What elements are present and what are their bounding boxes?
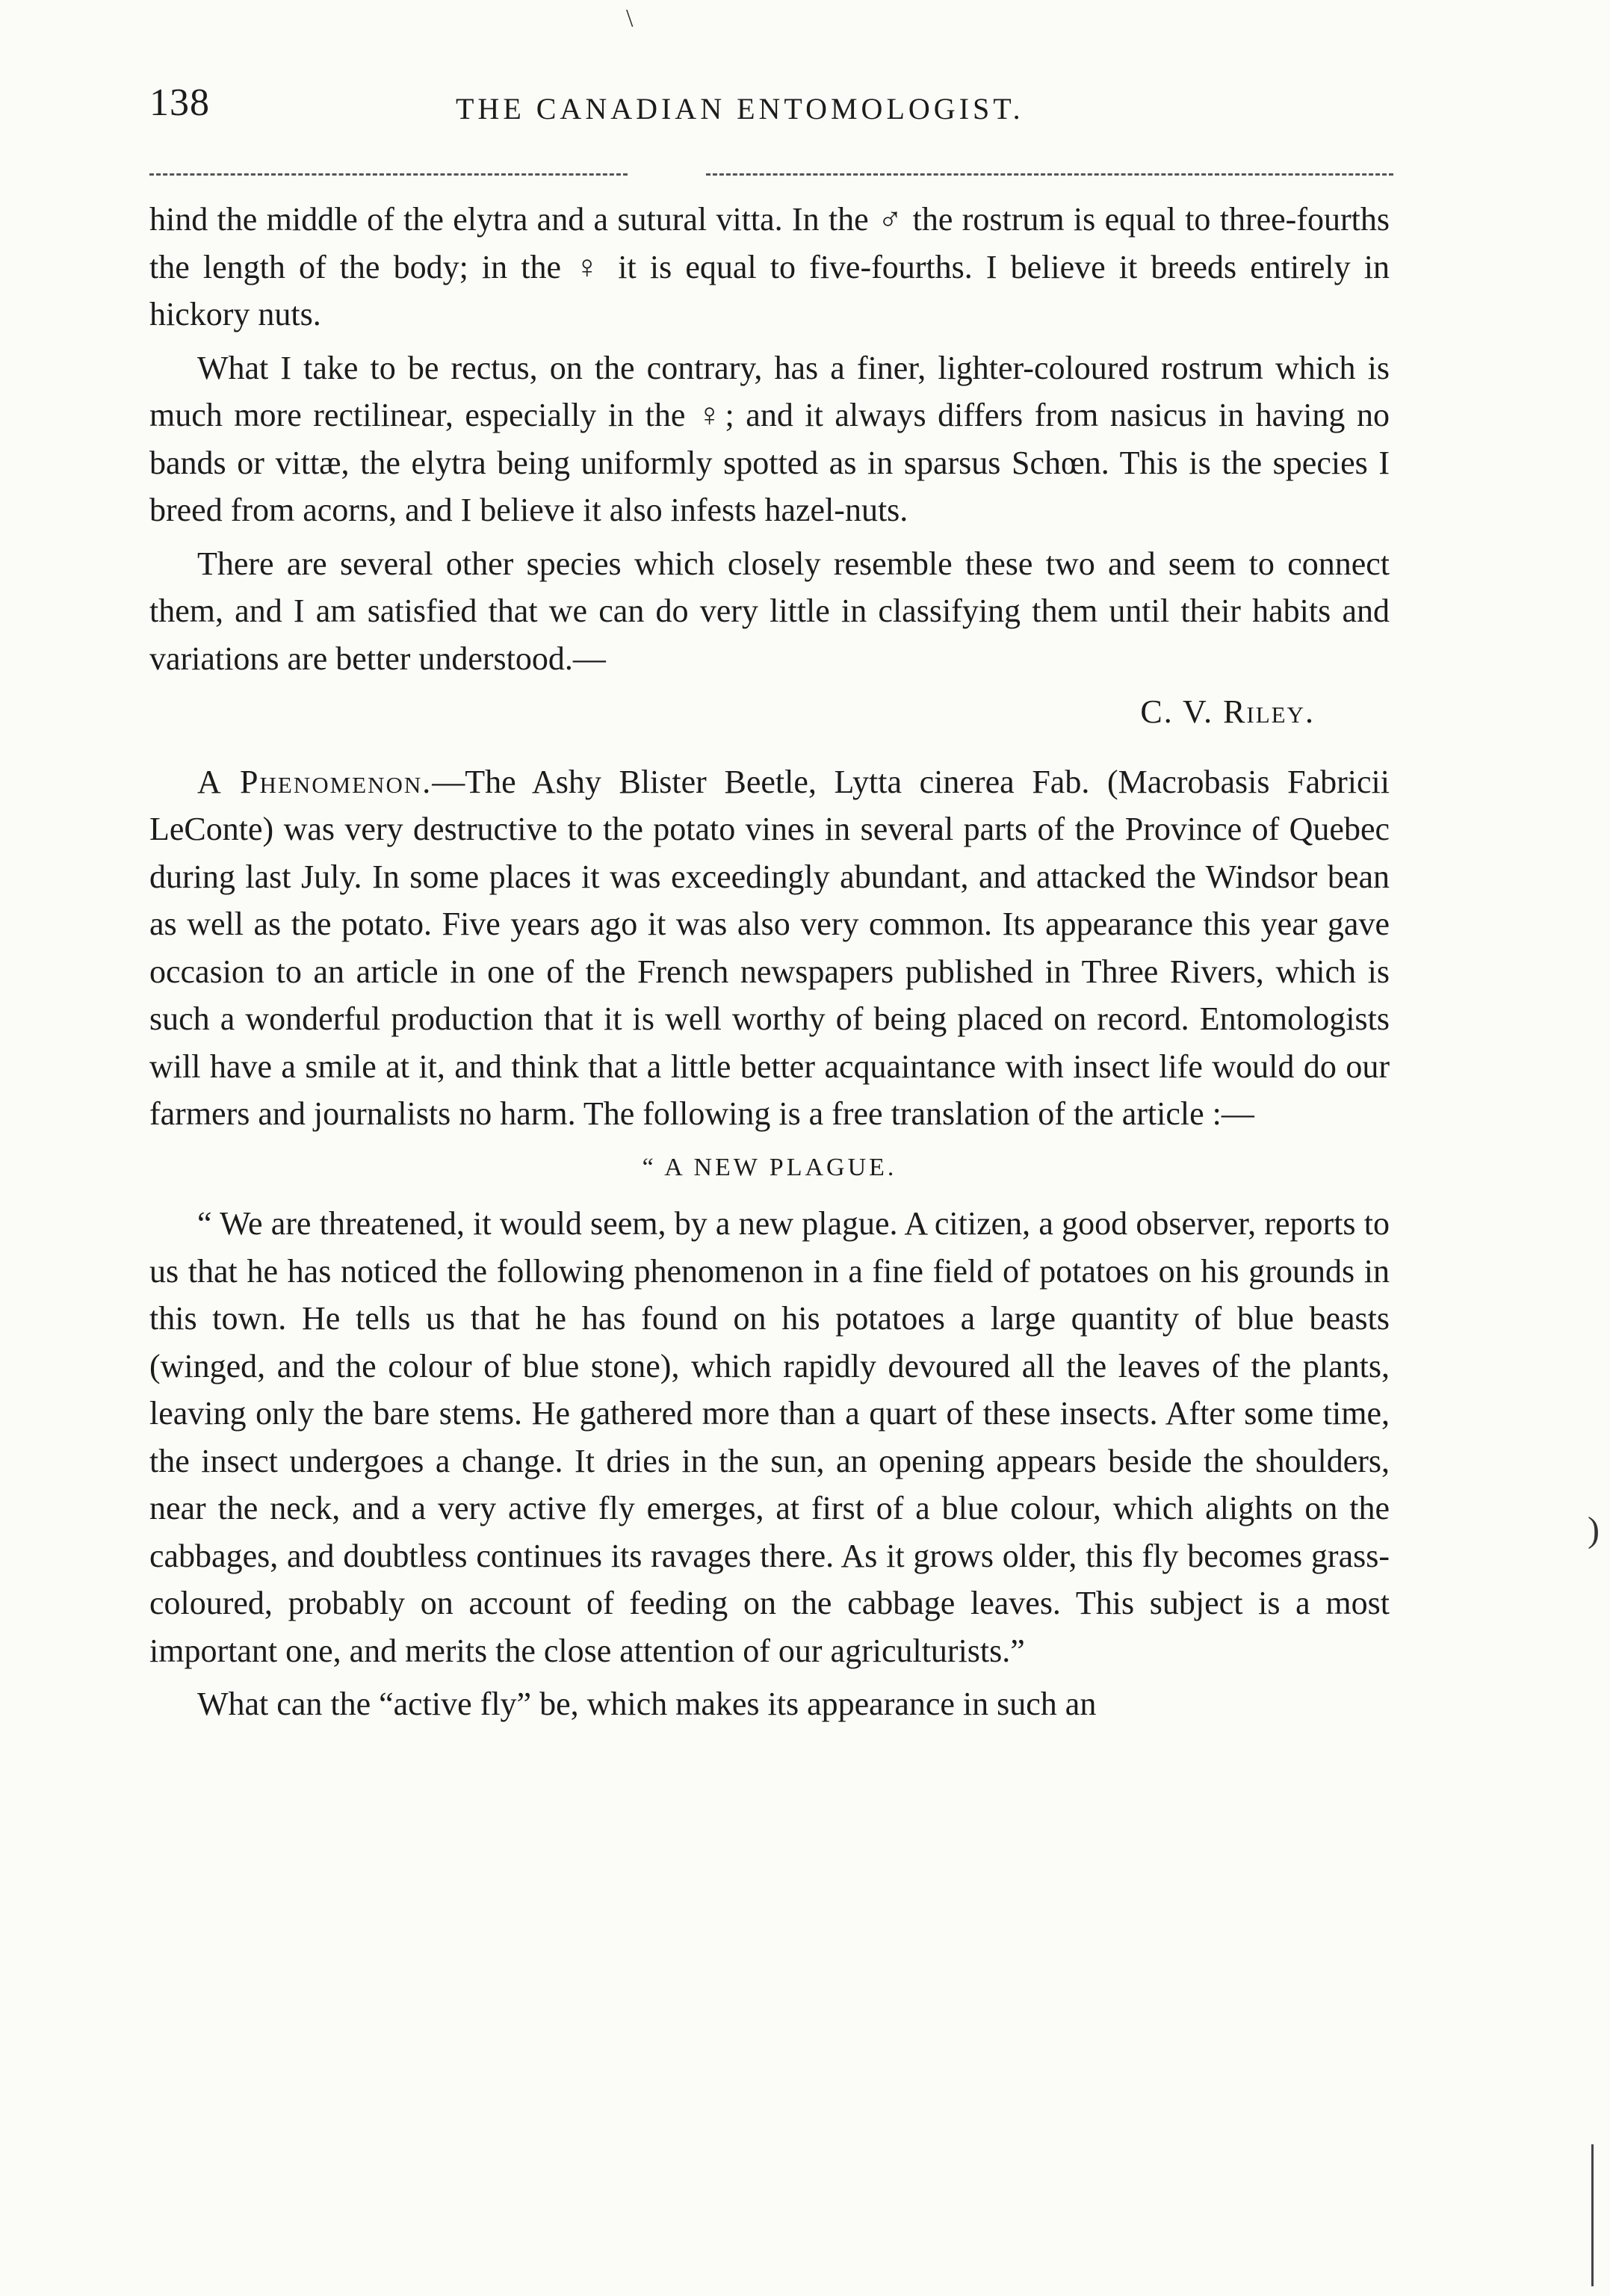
scan-speck-mark: \ — [626, 4, 634, 32]
paragraph-phenomenon — [149, 758, 1390, 1138]
paragraph-other-species: There are several other species which closely resemble these two and seem to connect them, and I am satisfied that we can do very little in classifying them until their habits and variations are better understood.— — [149, 545, 1390, 677]
paragraph-rectus: What I take to be rectus, on the contrary, has a finer, lighter-coloured rostrum which is much more rectilinear, especially in the ♀; and it always differs from nasicus in having no bands or vittæ, the elytra being uniformly spotted as in sparsus Schœn. This is the species I breed from acorns, and I believe it also infests hazel-nuts. — [149, 349, 1390, 528]
header-rule-right — [706, 173, 1393, 176]
margin-tick-mark — [1591, 2144, 1594, 2286]
paragraph-final: What can the “active fly” be, which makes its appearance in such an — [197, 1686, 1097, 1722]
article-body — [149, 196, 1390, 1734]
running-title: THE CANADIAN ENTOMOLOGIST. — [456, 92, 1024, 126]
header-rule-left — [149, 173, 628, 176]
paragraph-continuation: hind the middle of the elytra and a sutural vitta. In the ♂ the rostrum is equal to three-fourths the length of the body; in the ♀ it is equal to five-fourths. I believe it breeds entirely in hickory nuts. — [149, 201, 1390, 332]
quoted-subheading: “ A NEW PLAGUE. — [642, 1153, 897, 1181]
page-header — [149, 81, 1405, 133]
paragraph-quoted-article: “ We are threatened, it would seem, by a new plague. A citizen, a good observer, reports to us that he has noticed the following phenomenon in a fine field of potatoes on his grounds in this town. He tells us that he has found on his potatoes a large quantity of blue beasts (winged, and the colour of blue stone), which rapidly devoured all the leaves of the plants, leaving only the bare stems. He gathered more than a quart of these insects. After some time, the insect undergoes a change. It dries in the sun, an opening appears beside the shoulders, near the neck, and a very active fly emerges, at first of a blue colour, which alights on the cabbages, and doubtless continues its ravages there. As it grows older, this fly becomes grass-coloured, probably on account of feeding on the cabbage leaves. This subject is a most important one, and merits the close attention of our agriculturists.” — [149, 1205, 1390, 1669]
section-lead: A Phenomenon. — [197, 763, 433, 800]
phenomenon-text: —The Ashy Blister Beetle, Lytta cinerea Fab. (Macrobasis Fabricii LeConte) was very destructive to the potato vines in several parts of the Province of Quebec during last July. In some places it was exceedingly abundant, and attacked the Windsor bean as well as the potato. Five years ago it was also very common. Its appearance this year gave occasion to an article in one of the French newspapers published in Three Rivers, which is such a wonderful production that it is well worthy of being placed on record. Entomologists will have a smile at it, and think that a little better acquaintance with insect life would do our farmers and journalists no harm. The following is a free translation of the article :— — [149, 763, 1390, 1132]
page-number: 138 — [149, 81, 210, 124]
margin-bracket-mark: ) — [1588, 1510, 1600, 1550]
author-signature: C. V. Riley. — [1140, 693, 1315, 730]
